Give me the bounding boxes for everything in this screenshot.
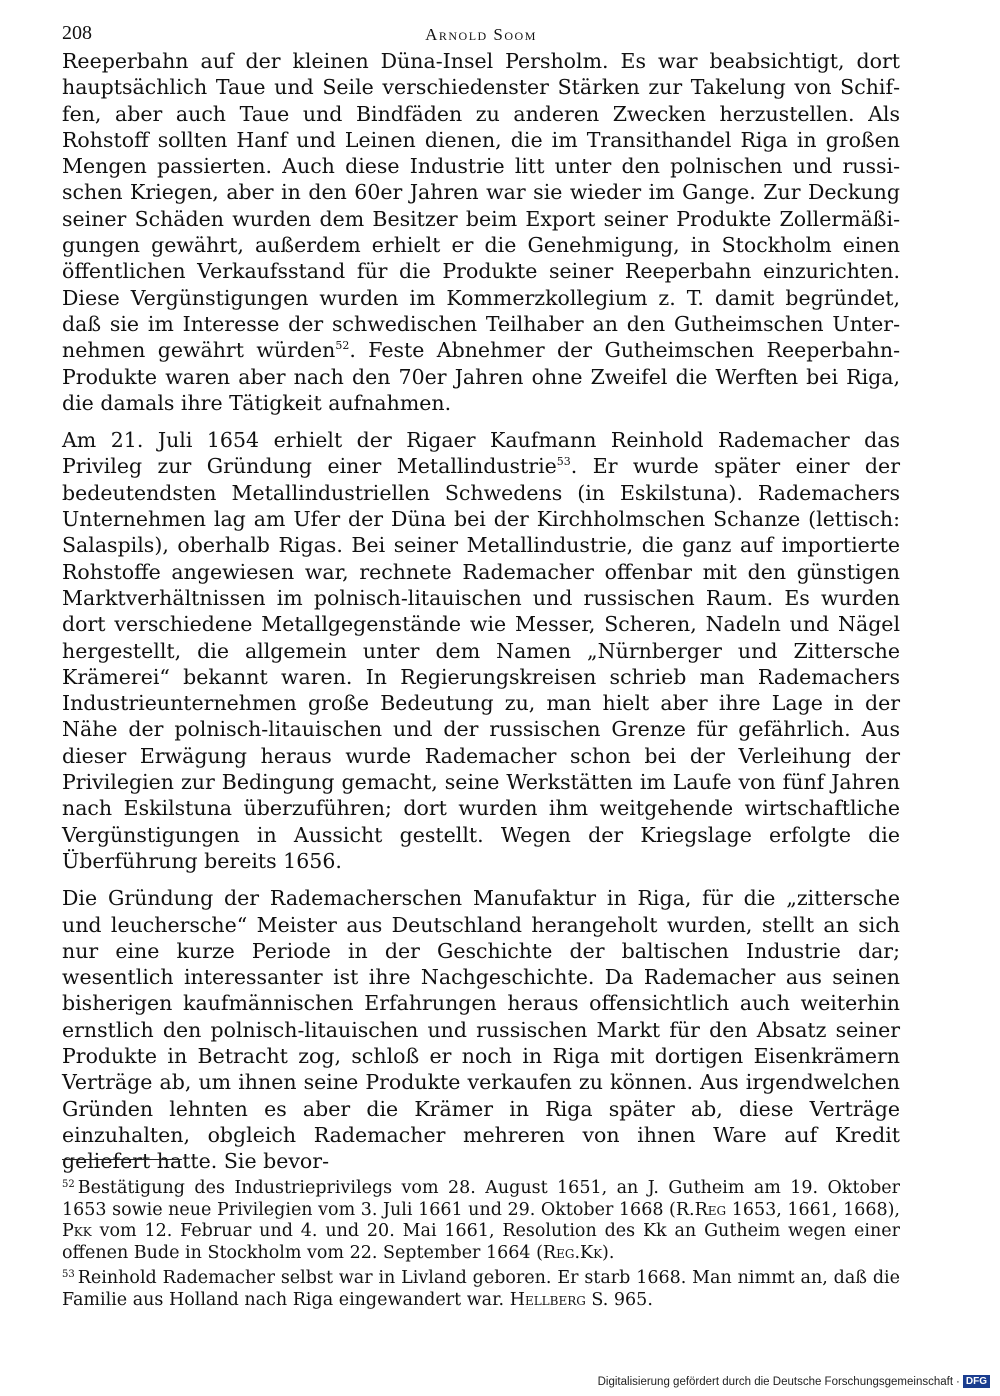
footnote-53-author: Hellberg	[509, 1289, 586, 1310]
footnotes	[62, 1178, 900, 1315]
footnote-52-text-a: Bestätigung des Industrieprivilegs vom 28. August 1651, an J. Gutheim am 19. Oktober 1653 sowie neue Privilegien vom 3. Juli 1661 und 29. Oktober 1668 (R.	[62, 1178, 900, 1220]
footnote-52-abbrev-regkk: Reg.Kk	[542, 1242, 603, 1263]
footnote-mark-53: 53	[62, 1269, 75, 1280]
footnote-53-text-a: Reinhold Rademacher selbst war in Livland geboren. Er starb 1668. Man nimmt an, daß die Familie aus Holland nach Riga eingewandert war.	[62, 1268, 900, 1310]
dfg-logo-icon: DFG	[963, 1375, 990, 1388]
digitization-credit: Digitalisierung gefördert durch die Deutsche Forschungsgemeinschaft · DFG	[598, 1375, 990, 1388]
paragraph-1	[62, 48, 900, 416]
footnote-ref-52[interactable]: 52	[335, 339, 350, 353]
footnote-52-text-d: ).	[602, 1242, 615, 1263]
paragraph-3: Die Gründung der Rademacherschen Manufaktur in Riga, für die „zittersche und leuchersche“ Meister aus Deutschland herangeholt wurden, stellt an sich nur eine kurze Periode in der Geschichte der baltischen Industrie dar; wesentlich interessanter ist ihre Nachgeschichte. Da Rademacher aus seinen bisherigen kaufmännischen Erfahrungen heraus offensichtlich auch weiterhin ernstlich den polnisch-litauischen und russischen Markt für den Absatz seiner Produkte in Betracht zog, schloß er noch in Riga mit dortigen Eisenkrämern Verträge ab, um ihnen seine Produkte verkaufen zu können. Aus irgendwelchen Gründen lehnten es aber die Krämer in Riga später ab, diese Verträge einzuhalten, obgleich Rademacher mehreren von ihnen Ware auf Kredit geliefert hatte. Sie bevor-	[62, 886, 900, 1174]
paragraph-1-text-a: Reeperbahn auf der kleinen Düna-Insel Persholm. Es war beabsichtigt, dort hauptsächlich Taue und Seile verschiedenster Stärken zur Takelung von Schiffen, aber auch Taue und Bindfäden zu anderen Zwecken herzustellen. Als Rohstoff sollten Hanf und Leinen dienen, die im Transithandel Riga in großen Mengen passierten. Auch diese Industrie litt unter den polnischen und russischen Kriegen, aber in den 60er Jahren war sie wieder im Gange. Zur Deckung seiner Schäden wurden dem Besitzer beim Export seiner Produkte Zollermäßigungen gewährt, außerdem erhielt er die Genehmigung, in Stockholm einen öffentlichen Verkaufsstand für die Produkte seiner Reeperbahn einzurichten. Diese Vergünstigungen wurden im Kommerzkollegium z. T. damit begründet, daß sie im Interesse der schwedischen Teilhaber an den Gutheimschen Unternehmen gewährt würden	[62, 49, 900, 363]
credit-text: Digitalisierung gefördert durch die Deutsche Forschungsgemeinschaft	[597, 1375, 954, 1388]
footnote-ref-53[interactable]: 53	[556, 455, 571, 469]
footnote-52-abbrev-pkk: Pkk	[62, 1221, 92, 1241]
footnote-52-abbrev-reg: Reg	[694, 1199, 727, 1220]
footnote-divider	[62, 1159, 182, 1160]
paragraph-2-text-a: Am 21. Juli 1654 erhielt der Rigaer Kaufmann Reinhold Rademacher das Privileg zur Gründung einer Metallindustrie	[62, 428, 900, 479]
footnote-53	[62, 1268, 900, 1311]
paragraph-1-text-b: . Feste Abnehmer der Gutheimschen Reeperbahn-Produkte waren aber nach den 70er Jahren ohne Zweifel die Werften bei Riga, die damals ihre Tätigkeit aufnahmen.	[62, 338, 900, 415]
page-number: 208	[62, 22, 92, 44]
footnote-mark-52: 52	[62, 1179, 75, 1190]
footnote-52-text-c: vom 12. Februar und 4. und 20. Mai 1661, Resolution des Kk an Gutheim wegen einer offenen Bude in Stockholm vom 22. September 1664 (	[62, 1221, 900, 1263]
footnote-52	[62, 1178, 900, 1264]
main-text	[62, 48, 900, 1185]
footnote-52-text-b: 1653, 1661, 1668),	[726, 1199, 900, 1220]
paragraph-2-text-b: . Er wurde später einer der bedeutendsten Metallindustriellen Schwedens (in Eskilstuna). Rademachers Unternehmen lag am Ufer der Düna bei der Kirchholmschen Schanze (lettisch: Salaspils), oberhalb Rigas. Bei seiner Metallindustrie, die ganz auf importierte Rohstoffe angewiesen war, rechnete Rademacher offenbar mit den günstigen Marktverhältnissen im polnisch-litauischen und russischen Raum. Es wurden dort verschiedene Metallgegenstände wie Messer, Scheren, Nadeln und Nägel hergestellt, die allgemein unter dem Namen „Nürnberger und Zittersche Krämerei“ bekannt waren. In Regierungskreisen schrieb man Rademachers Industrieunternehmen große Bedeutung zu, man hielt aber ihre Lage in der Nähe der polnisch-litauischen und der russischen Grenze für gefährlich. Aus dieser Erwägung heraus wurde Rademacher schon bei der Verleihung der Privilegien zur Bedingung gemacht, seine Werkstätten im Laufe von fünf Jahren nach Eskilstuna überzuführen; dort wurden ihm weitgehende wirtschaftliche Vergünstigungen in Aussicht gestellt. Wegen der Kriegslage erfolgte die Überführung bereits 1656.	[62, 454, 900, 873]
running-title: Arnold Soom	[425, 25, 537, 44]
paragraph-2	[62, 427, 900, 874]
footnote-53-text-b: S. 965.	[585, 1289, 653, 1310]
